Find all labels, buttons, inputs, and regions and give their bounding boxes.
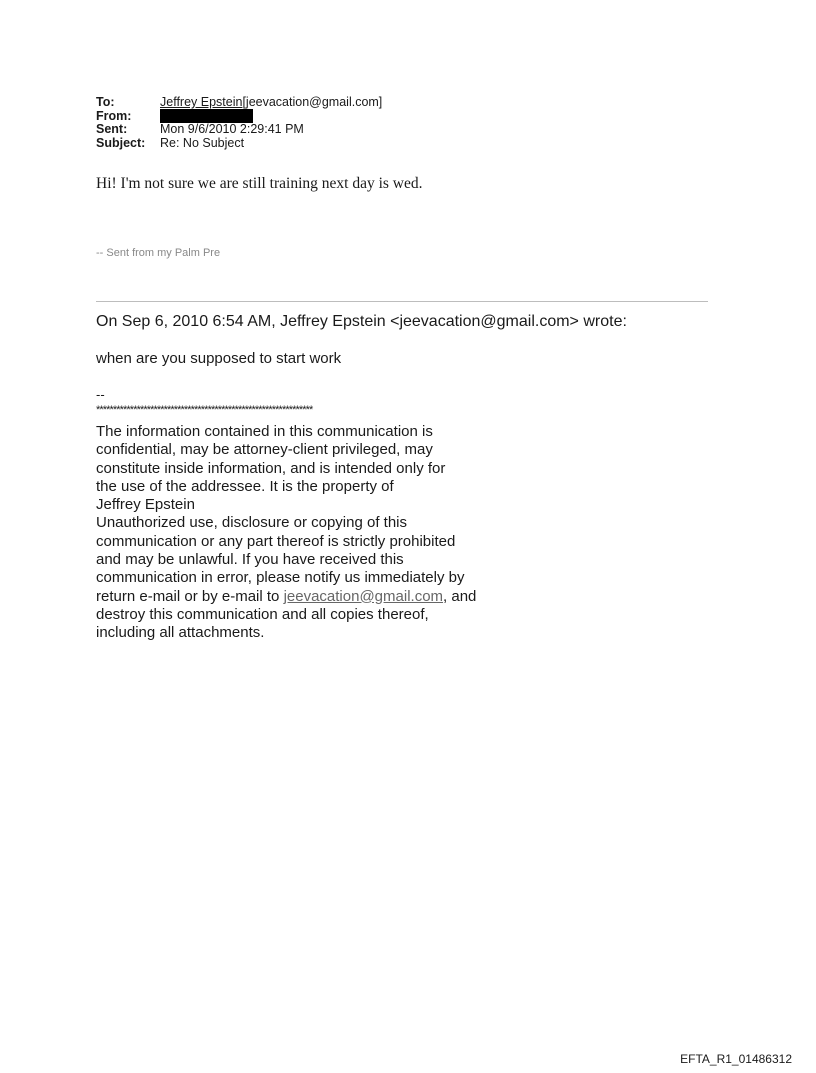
email-link[interactable]: jeevacation@gmail.com xyxy=(283,587,444,605)
sent-value: Mon 9/6/2010 2:29:41 PM xyxy=(160,122,304,136)
disclaimer-line: including all attachments. xyxy=(96,624,265,642)
quoted-header: On Sep 6, 2010 6:54 AM, Jeffrey Epstein <jeevacation@gmail.com> wrote: xyxy=(96,313,627,330)
disclaimer-line: and may be unlawful. If you have received this xyxy=(96,551,404,569)
disclaimer-text: return e-mail or by e-mail to xyxy=(96,587,284,605)
to-label: To: xyxy=(96,95,115,109)
redaction-box xyxy=(160,109,253,123)
disclaimer-line: communication or any part thereof is strictly prohibited xyxy=(96,532,456,550)
to-name[interactable]: Jeffrey Epstein xyxy=(160,95,243,109)
disclaimer-line: the use of the addressee. It is the property of xyxy=(96,477,394,495)
to-email: [jeevacation@gmail.com] xyxy=(242,95,383,109)
divider xyxy=(96,301,708,302)
to-value xyxy=(160,96,382,110)
disclaimer-line: The information contained in this communication is xyxy=(96,423,433,440)
sent-row xyxy=(96,123,716,137)
disclaimer-line: confidential, may be attorney-client privileged, may xyxy=(96,441,433,459)
disclaimer-line: destroy this communication and all copies thereof, xyxy=(96,605,429,623)
sent-label: Sent: xyxy=(96,122,128,136)
disclaimer-line: Jeffrey Epstein xyxy=(96,496,195,514)
subject-row xyxy=(96,137,716,151)
disclaimer-text: , and xyxy=(443,587,477,605)
signature-dashes: -- xyxy=(96,387,105,402)
quoted-message: when are you supposed to start work xyxy=(96,350,342,367)
disclaimer-line: Unauthorized use, disclosure or copying of this xyxy=(96,514,408,532)
confidentiality-disclaimer xyxy=(96,423,536,643)
subject-label: Subject: xyxy=(96,135,146,150)
message-body: Hi! I'm not sure we are still training next day is wed. xyxy=(96,175,423,192)
signature: -- Sent from my Palm Pre xyxy=(96,247,221,259)
from-value xyxy=(160,110,253,124)
subject-value: Re: No Subject xyxy=(160,135,245,150)
document-id: EFTA_R1_01486312 xyxy=(680,1052,792,1066)
to-row xyxy=(96,96,716,110)
from-label: From: xyxy=(96,108,132,123)
asterisk-divider: **************************************************************** xyxy=(96,404,313,416)
email-header xyxy=(96,96,716,150)
disclaimer-line: communication in error, please notify us immediately by xyxy=(96,569,465,587)
disclaimer-line xyxy=(96,588,536,606)
disclaimer-line: constitute inside information, and is intended only for xyxy=(96,459,446,477)
from-row xyxy=(96,110,716,124)
